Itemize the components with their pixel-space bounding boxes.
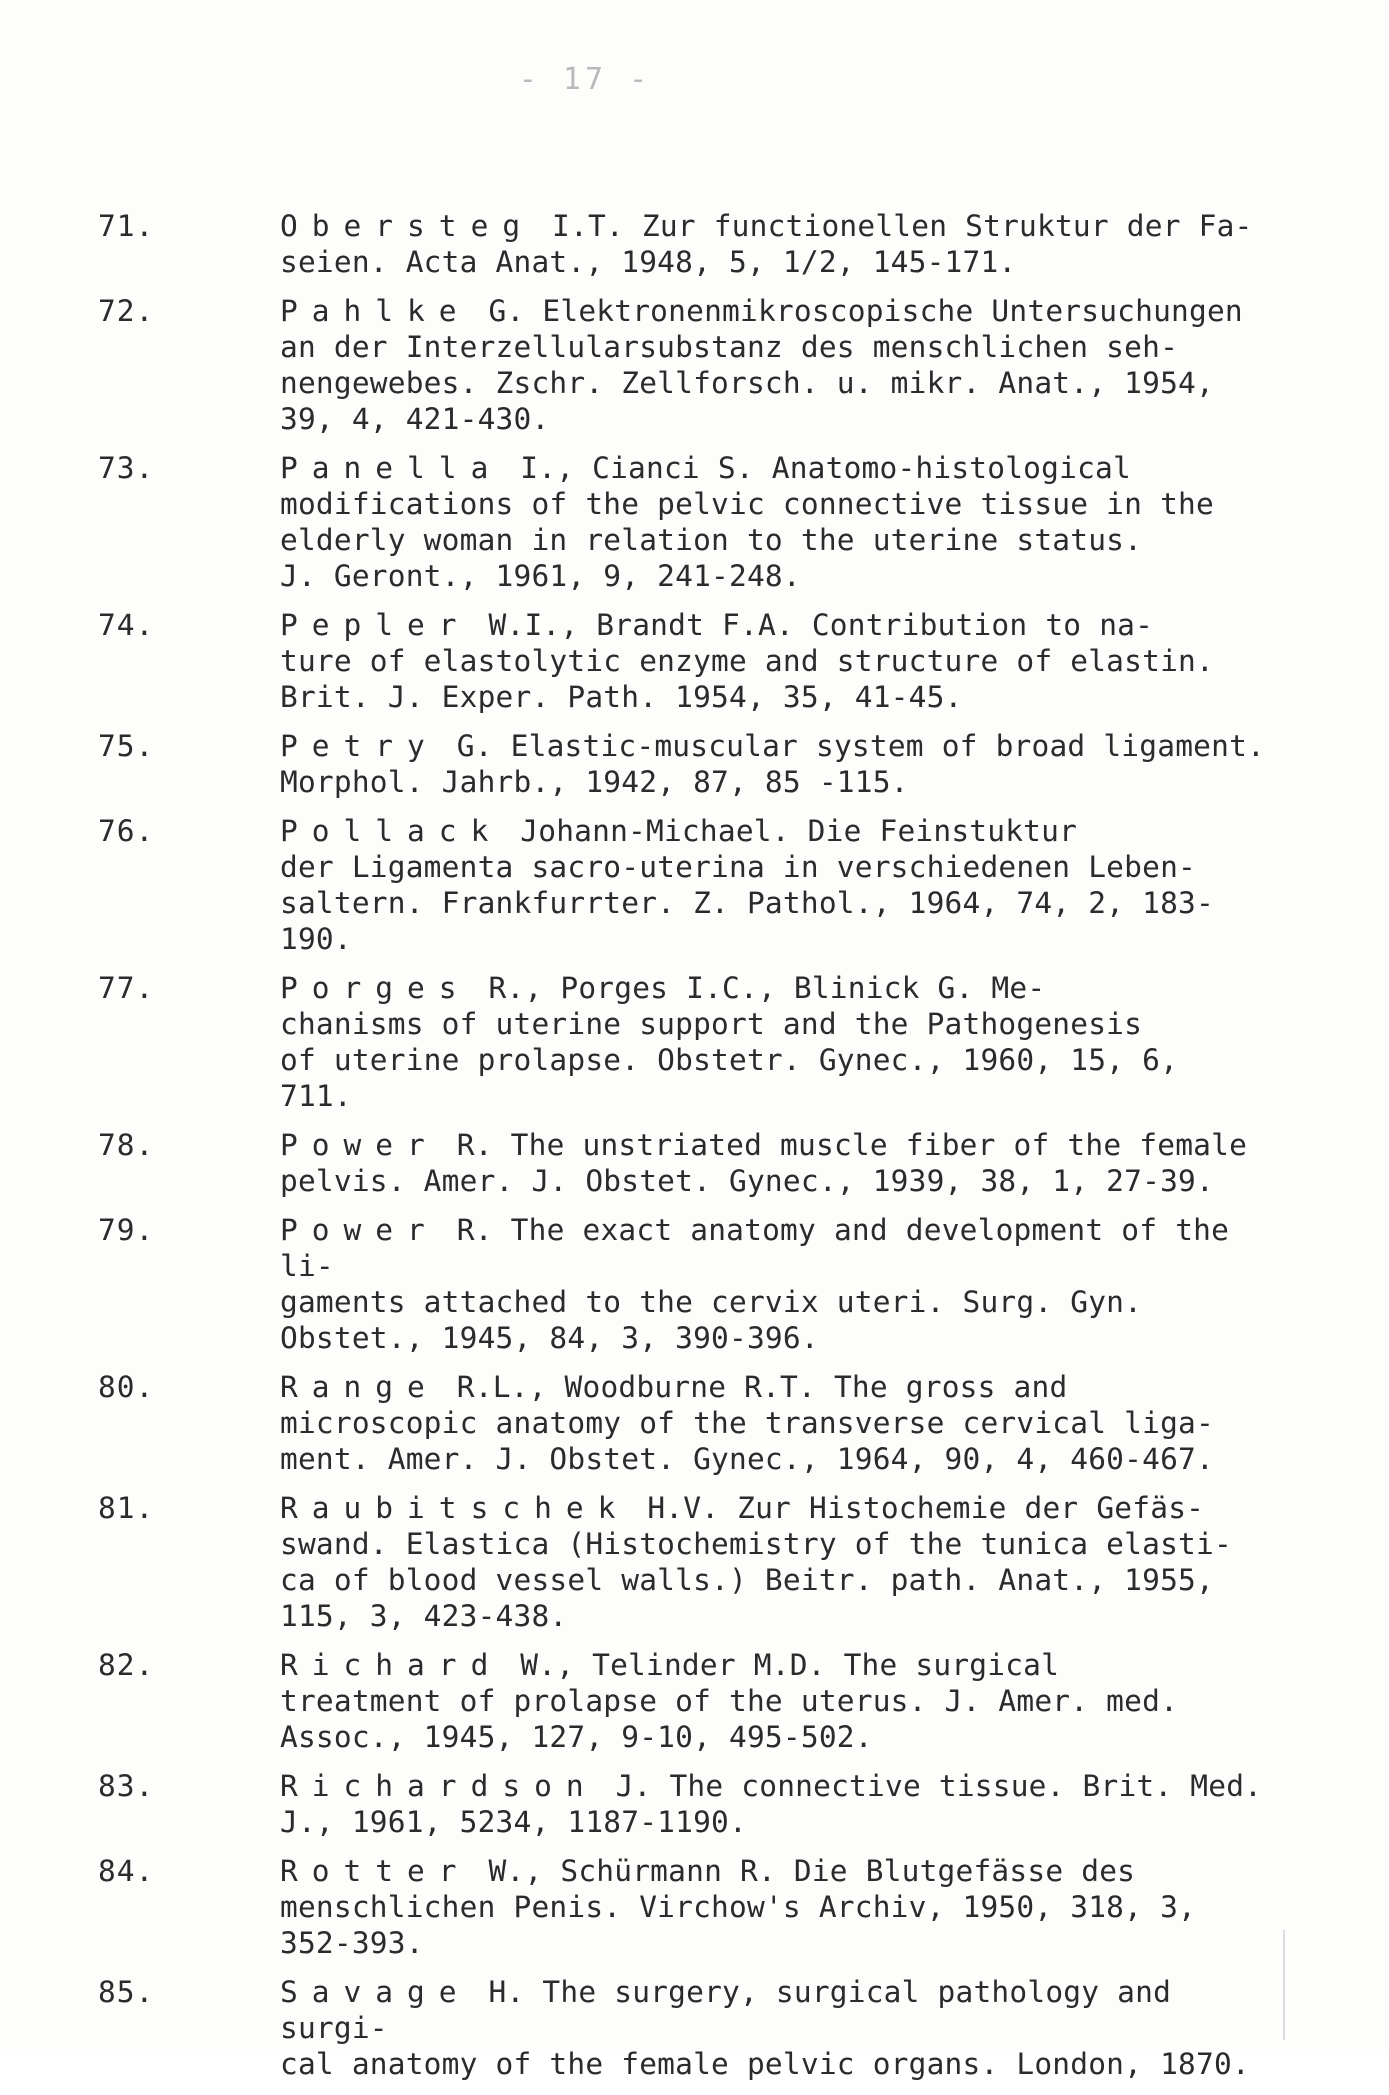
reference-body — [280, 970, 1288, 1114]
reference-item — [98, 728, 1288, 800]
reference-author: Richard — [280, 1648, 503, 1682]
reference-item — [98, 813, 1288, 957]
reference-item — [98, 1369, 1288, 1477]
reference-author: Richardson — [280, 1769, 598, 1803]
reference-number: 78. — [98, 1128, 155, 1162]
reference-body — [280, 1127, 1288, 1199]
reference-author: Porges — [280, 971, 471, 1005]
reference-number: 76. — [98, 814, 155, 848]
reference-body — [280, 728, 1288, 800]
reference-body — [280, 1768, 1288, 1840]
reference-body — [280, 607, 1288, 715]
reference-body — [280, 1212, 1288, 1356]
reference-author: Pahlke — [280, 294, 471, 328]
reference-item — [98, 1212, 1288, 1356]
reference-author: Range — [280, 1370, 439, 1404]
reference-number: 79. — [98, 1213, 155, 1247]
reference-body — [280, 450, 1288, 594]
reference-body — [280, 1974, 1288, 2082]
reference-body — [280, 293, 1288, 437]
reference-item — [98, 607, 1288, 715]
reference-number: 75. — [98, 729, 155, 763]
reference-author: Pepler — [280, 608, 471, 642]
reference-item — [98, 208, 1288, 280]
reference-text: J. The connective tissue. Brit. Med. J., 1961, 5234, 1187-1190. — [280, 1769, 1263, 1839]
reference-number: 82. — [98, 1648, 155, 1682]
reference-number: 74. — [98, 608, 155, 642]
reference-number: 71. — [98, 209, 155, 243]
reference-text: H. The surgery, surgical pathology and surgi- cal anatomy of the female pelvic organs. London, 1870. — [280, 1975, 1250, 2081]
reference-body — [280, 813, 1288, 957]
reference-item — [98, 970, 1288, 1114]
reference-number: 84. — [98, 1854, 155, 1888]
reference-item — [98, 1127, 1288, 1199]
reference-body — [280, 1490, 1288, 1634]
reference-item — [98, 1647, 1288, 1755]
reference-item — [98, 1490, 1288, 1634]
reference-text: I., Cianci S. Anatomo-histological modifications of the pelvic connective tissue in the elderly woman in relation to the uterine status. J. Geront., 1961, 9, 241-248. — [280, 451, 1214, 593]
reference-author: Power — [280, 1128, 439, 1162]
reference-number: 73. — [98, 451, 155, 485]
reference-author: Petry — [280, 729, 439, 763]
reference-number: 83. — [98, 1769, 155, 1803]
reference-number: 85. — [98, 1975, 155, 2009]
page-number: - 17 - — [518, 62, 652, 97]
reference-text: R. The exact anatomy and development of the li- gaments attached to the cervix uteri. Surg. Gyn. Obstet., 1945, 84, 3, 390-396. — [280, 1213, 1230, 1355]
reference-text: W., Telinder M.D. The surgical treatment of prolapse of the uterus. J. Amer. med. Assoc., 1945, 127, 9-10, 495-502. — [280, 1648, 1179, 1754]
page-edge-mark — [1283, 1930, 1285, 2040]
reference-author: Pollack — [280, 814, 503, 848]
reference-number: 72. — [98, 294, 155, 328]
reference-author: Savage — [280, 1975, 471, 2009]
reference-author: Obersteg — [280, 209, 535, 243]
reference-text: R.L., Woodburne R.T. The gross and microscopic anatomy of the transverse cervical liga- ment. Amer. J. Obstet. Gynec., 1964, 90, 4, 460-467. — [280, 1370, 1214, 1476]
reference-list — [98, 208, 1288, 2095]
reference-body — [280, 1647, 1288, 1755]
reference-author: Power — [280, 1213, 439, 1247]
reference-body — [280, 1853, 1288, 1961]
reference-text: I.T. Zur functionellen Struktur der Fa- seien. Acta Anat., 1948, 5, 1/2, 145-171. — [280, 209, 1253, 279]
reference-body — [280, 208, 1288, 280]
reference-text: W.I., Brandt F.A. Contribution to na- ture of elastolytic enzyme and structure of elastin. Brit. J. Exper. Path. 1954, 35, 41-45. — [280, 608, 1214, 714]
reference-text: G. Elastic-muscular system of broad ligament. Morphol. Jahrb., 1942, 87, 85 -115. — [280, 729, 1265, 799]
reference-item — [98, 450, 1288, 594]
reference-author: Rotter — [280, 1854, 471, 1888]
reference-text: R., Porges I.C., Blinick G. Me- chanisms of uterine support and the Pathogenesis of uterine prolapse. Obstetr. Gynec., 1960, 15, 6, 711. — [280, 971, 1179, 1113]
reference-text: R. The unstriated muscle fiber of the female pelvis. Amer. J. Obstet. Gynec., 1939, 38, 1, 27-39. — [280, 1128, 1248, 1198]
reference-text: H.V. Zur Histochemie der Gefäs- swand. Elastica (Histochemistry of the tunica elasti- ca of blood vessel walls.) Beitr. path. Anat., 1955, 115, 3, 423-438. — [280, 1491, 1232, 1633]
reference-item — [98, 1853, 1288, 1961]
reference-item — [98, 1768, 1288, 1840]
reference-number: 81. — [98, 1491, 155, 1525]
reference-body — [280, 1369, 1288, 1477]
reference-number: 80. — [98, 1370, 155, 1404]
reference-author: Raubitschek — [280, 1491, 630, 1525]
reference-text: Johann-Michael. Die Feinstuktur der Ligamenta sacro-uterina in verschiedenen Leben- saltern. Frankfurrter. Z. Pathol., 1964, 74, 2, 183- 190. — [280, 814, 1214, 956]
reference-number: 77. — [98, 971, 155, 1005]
reference-text: W., Schürmann R. Die Blutgefässe des menschlichen Penis. Virchow's Archiv, 1950, 318, 3, 352-393. — [280, 1854, 1196, 1960]
reference-author: Panella — [280, 451, 503, 485]
reference-item — [98, 293, 1288, 437]
reference-text: G. Elektronenmikroscopische Untersuchungen an der Interzellularsubstanz des menschlichen seh- nengewebes. Zschr. Zellforsch. u. mikr. Anat., 1954, 39, 4, 421-430. — [280, 294, 1243, 436]
reference-item — [98, 1974, 1288, 2082]
